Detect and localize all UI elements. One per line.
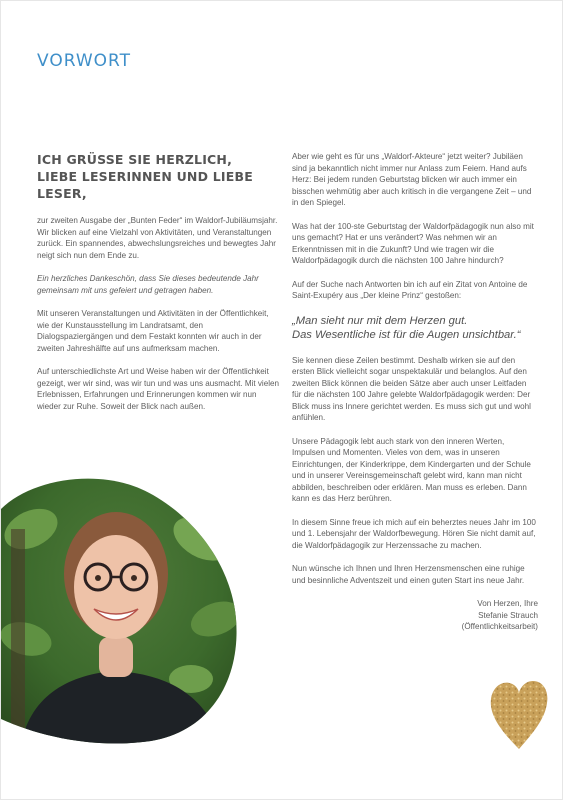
greeting-title-line: LIEBE LESERINNEN UND LIEBE LESER, <box>37 169 253 201</box>
paragraph: Unsere Pädagogik lebt auch stark von den inneren Werten, Impulsen und Momenten. Vieles von dem, was in unseren Einrichtungen, der Kinderkrippe, dem Kindergarten und der Schule und in unserer Vereinsgemeinschaft gelebt wird, kann man nicht abbilden, beschreiben oder erklären. Man muss es erleben. Dann kann es das Herz berühren. <box>292 436 531 503</box>
right-column <box>292 151 538 633</box>
paragraph: Nun wünsche ich Ihnen und Ihren Herzensmenschen eine ruhige und besinnliche Adventszeit und einen guten Start ins neue Jahr. <box>292 564 525 585</box>
signature <box>292 598 538 633</box>
paragraph: Auf der Suche nach Antworten bin ich auf ein Zitat von Antoine de Saint-Exupéry aus „Der kleine Prinz“ gestoßen: <box>292 279 528 300</box>
paragraph: Aber wie geht es für uns „Waldorf-Akteure“ jetzt weiter? Jubiläen sind ja bekanntlich nicht immer nur Anlass zum Feiern. Hand aufs Herz: Bei jedem runden Geburtstag blicken wir auch immer ein bisschen wehmütig aber auch kritisch in die vergangene Zeit – und in den Spiegel. <box>292 152 532 207</box>
quote-line: „Man sieht nur mit dem Herzen gut. <box>292 314 468 327</box>
signature-name: Stefanie Strauch <box>478 610 538 620</box>
paragraph: Sie kennen diese Zeilen bestimmt. Deshalb wirken sie auf den ersten Blick vielleicht sogar unspektakulär und belanglos. Auf den zweiten Blick können die beiden Sätze aber auch unser Leitfaden für die nächsten 100 Jahre gelebte Waldorfpädagogik werden: Der Blick muss ins Innere gerichtet werden. Es muss sich gut und wohl anfühlen. <box>292 355 531 422</box>
paragraph: Was hat der 100-ste Geburtstag der Waldorfpädagogik nun also mit uns gemacht? Hat er uns verändert? Was nehmen wir an Erkenntnissen mit in die Zukunft? Und wie tragen wir die Waldorfpädagogik durch die nächsten 100 Jahre hindurch? <box>292 221 534 265</box>
pull-quote <box>292 314 538 343</box>
gold-heart-icon <box>487 673 551 753</box>
paragraph: Mit unseren Veranstaltungen und Aktivitäten in der Öffentlichkeit, wie der Kunstausstellung im Landratsamt, den Dialogspaziergängen und dem Festakt konnten wir auch in der zweiten Jahreshälfte auf uns aufmerksam machen. <box>37 309 269 353</box>
paragraph: Auf unterschiedlichste Art und Weise haben wir der Öffentlichkeit gezeigt, wer wir sind, was wir tun und was uns ausmacht. Mit vielen Erlebnissen, Erfahrungen und Erinnerungen kommen wir nun wieder zur Ruhe. Soweit der Blick nach außen. <box>37 367 280 411</box>
left-column <box>37 151 279 424</box>
signature-role: (Öffentlichkeitsarbeit) <box>461 622 538 631</box>
author-portrait-photo <box>1 469 241 744</box>
paragraph: In diesem Sinne freue ich mich auf ein beherztes neues Jahr im 100 und 1. Lebensjahr der Waldorfbewegung. Hören Sie nicht damit auf, die Waldorfpädagogik zur Herzenssache zu machen. <box>292 517 536 550</box>
greeting-title-line: ICH GRÜSSE SIE HERZLICH, <box>37 152 233 167</box>
thank-you-paragraph: Ein herzliches Dankeschön, dass Sie dieses bedeutende Jahr gemeinsam mit uns gefeiert und getragen haben. <box>37 274 259 295</box>
signature-closing: Von Herzen, Ihre <box>477 599 538 608</box>
quote-line: Das Wesentliche ist für die Augen unsichtbar.“ <box>292 329 521 341</box>
paragraph: zur zweiten Ausgabe der „Bunten Feder“ im Waldorf-Jubiläumsjahr. Wir blicken auf eine Vielzahl von Aktivitäten, und Veranstaltungen zurück. Ein spannendes, abwechslungsreiches und bewegtes Jahr neigt sich nun dem Ende zu. <box>37 216 278 260</box>
section-heading: VORWORT <box>37 51 131 71</box>
greeting-title <box>37 151 279 202</box>
